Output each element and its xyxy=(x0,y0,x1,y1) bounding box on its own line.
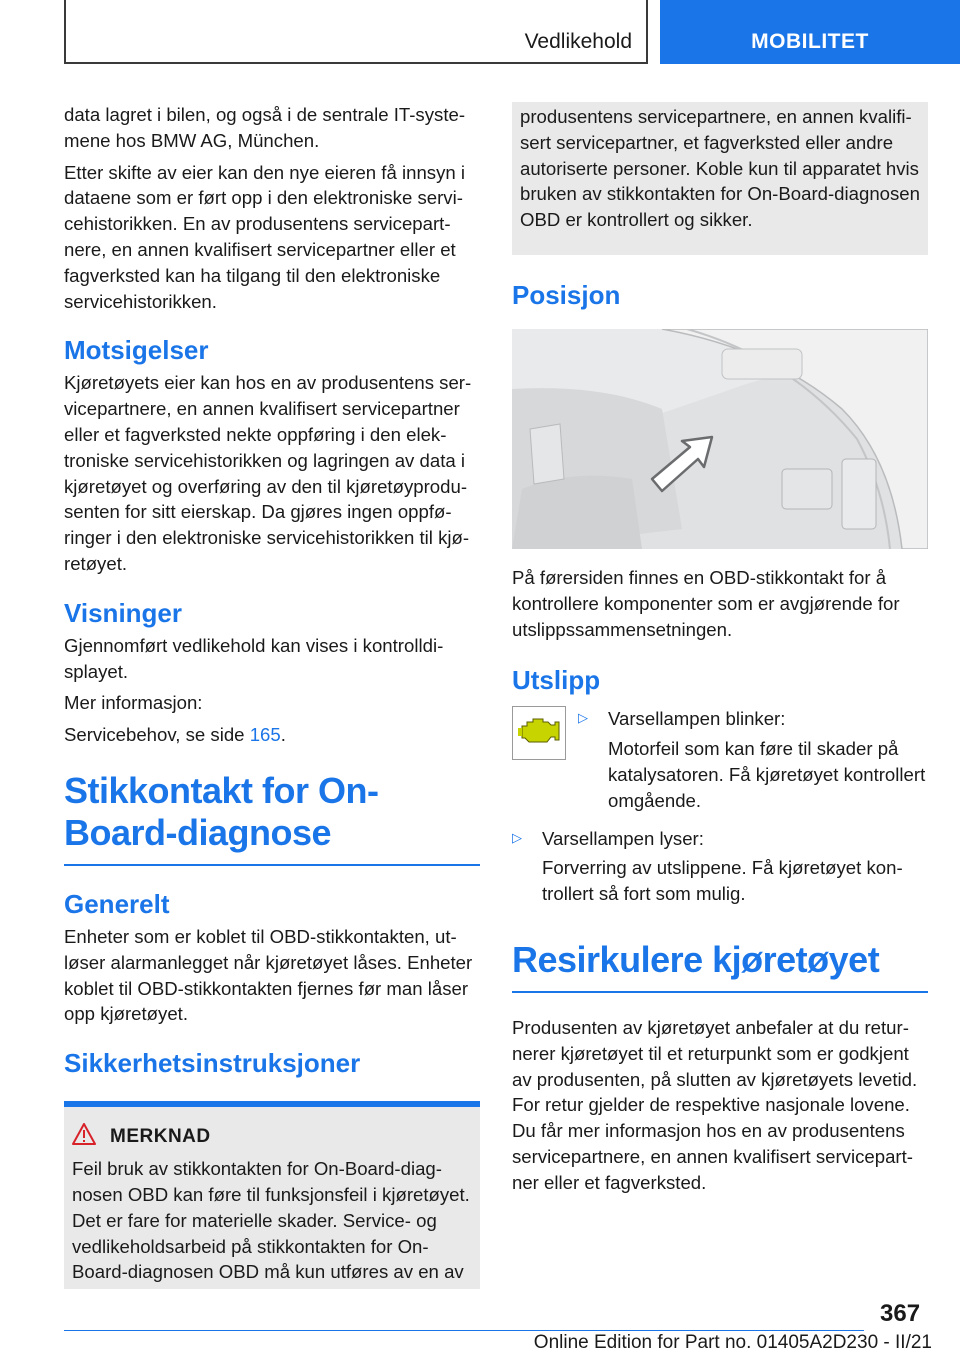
heading-generelt: Generelt xyxy=(64,888,170,919)
page-link-165[interactable]: 165 xyxy=(249,724,281,746)
left-column xyxy=(64,102,480,1289)
emission-item-flashing xyxy=(512,706,928,817)
warning-title: MERKNAD xyxy=(110,1125,211,1147)
heading-sikkerhet: Sikkerhetsinstruksjoner xyxy=(64,1048,361,1079)
chapter-title: MOBILITET xyxy=(751,30,869,53)
service-ref-text: Servicebehov, se side xyxy=(64,724,250,746)
chapter-heading-obd: Stikkontakt for On-Board-diagnose xyxy=(64,769,379,853)
bullet-flashing xyxy=(578,706,928,817)
engine-check-lamp-box xyxy=(512,706,566,760)
paragraph-owner-change: Etter skifte av eier kan den nye eieren få innsyn i dataene som er ført opp i den elektroniske servicehistorikken. En av produsentens servicepartnere, en annen kvalifisert servicepartner eller et fagverksted kan ha tilgang til den elektroniske servicehistorikken. xyxy=(64,161,466,312)
bullet-triangle-icon: ▷ xyxy=(578,710,588,726)
bullet-triangle-icon: ▷ xyxy=(512,829,522,845)
heading-rule xyxy=(64,864,480,866)
obd-location-image xyxy=(512,329,928,549)
heading-posisjon: Posisjon xyxy=(512,279,621,310)
header-section-tab xyxy=(64,0,648,64)
heading-visninger: Visninger xyxy=(64,597,183,628)
warning-triangle-icon xyxy=(72,1123,96,1150)
heading-rule xyxy=(512,991,928,993)
chapter-heading-recycle: Resirkulere kjøretøyet xyxy=(512,938,880,980)
paragraph-service-ref xyxy=(64,722,480,748)
warning-text: Feil bruk av stikkontakten for On-Board-diagnosen OBD kan føre til funksjonsfeil i kjøretøyet. Det er fare for materielle skader. Service- og vedlikeholdsarbeid på stikkontakten for On-Board-diagnosen OBD må kun utføres av en av xyxy=(72,1158,470,1283)
footer-edition: Online Edition for Part no. 01405A2D230 - II/21 xyxy=(533,1332,932,1353)
bullet-steady-body xyxy=(542,826,928,911)
warning-box xyxy=(64,1101,480,1289)
paragraph-more-info: Mer informasjon: xyxy=(64,692,203,714)
heading-motsigelser: Motsigelser xyxy=(64,335,209,366)
service-ref-period: . xyxy=(280,724,286,746)
heading-utslipp: Utslipp xyxy=(512,665,601,696)
page-number: 367 xyxy=(880,1300,921,1327)
paragraph-visninger: Gjennomført vedlikehold kan vises i kontrolldisplayet. xyxy=(64,634,444,682)
warning-text-continued: produsentens servicepartnere, en annen kvalifisert servicepartner, et fagverksted eller andre autoriserte personer. Koble kun til apparatet hvis bruken av stikkontakten for On-Board-diagnosen OBD er kontrollert og sikker. xyxy=(520,106,920,231)
paragraph-motsigelser: Kjøretøyets eier kan hos en av produsentens servicepartnere, en annen kvalifisert servicepartner eller et fagverksted nekte oppføring i den elektroniske servicehistorikken og lagringen av data i kjøretøyet og overføring av den til kjøretøyprodusenten for sitt eierskap. Da gjøres ingen oppføringer i den elektroniske servicehistorikken til kjøretøyet. xyxy=(64,372,472,574)
bullet-flashing-title: Varsellampen blinker: xyxy=(608,708,786,730)
bullet-steady-title: Varsellampen lyser: xyxy=(542,827,704,849)
paragraph-recycle: Produsenten av kjøretøyet anbefaler at du returnerer kjøretøyet til et returpunkt som er godkjent av produsenten, på slutten av kjøretøyets levetid. For retur gjelder de respektive nasjonale lovene. Du får mer informasjon hos en av produsentens servicepartnere, en annen kvalifisert servicepartner eller et fagverksted. xyxy=(512,1016,918,1193)
bullet-flashing-body xyxy=(608,706,928,817)
engine-check-lamp-icon xyxy=(517,716,561,751)
bullet-flashing-text: Motorfeil som kan føre til skader på katalysatoren. Få kjøretøyet kontrollert omgående. xyxy=(608,738,926,811)
right-column xyxy=(512,102,928,1202)
warning-box-continued xyxy=(512,102,928,255)
header-chapter-tab xyxy=(660,0,960,64)
footer-rule xyxy=(64,1330,864,1331)
paragraph-data-stored: data lagret i bilen, og også i de sentrale IT-systemene hos BMW AG, München. xyxy=(64,104,466,151)
warning-header xyxy=(72,1123,472,1150)
paragraph-posisjon: På førersiden finnes en OBD-stikkontakt for å kontrollere komponenter som er avgjørende for utslippssammensetningen. xyxy=(512,566,900,640)
section-title: Vedlikehold xyxy=(524,30,632,53)
bullet-steady-text: Forverring av utslippene. Få kjøretøyet kontrollert så fort som mulig. xyxy=(542,857,903,905)
bullet-steady xyxy=(512,826,928,911)
paragraph-generelt: Enheter som er koblet til OBD-stikkontakten, utløser alarmanlegget når kjøretøyet låses. Enheter koblet til OBD-stikkontakten fjernes før man låser opp kjøretøyet. xyxy=(64,925,473,1025)
